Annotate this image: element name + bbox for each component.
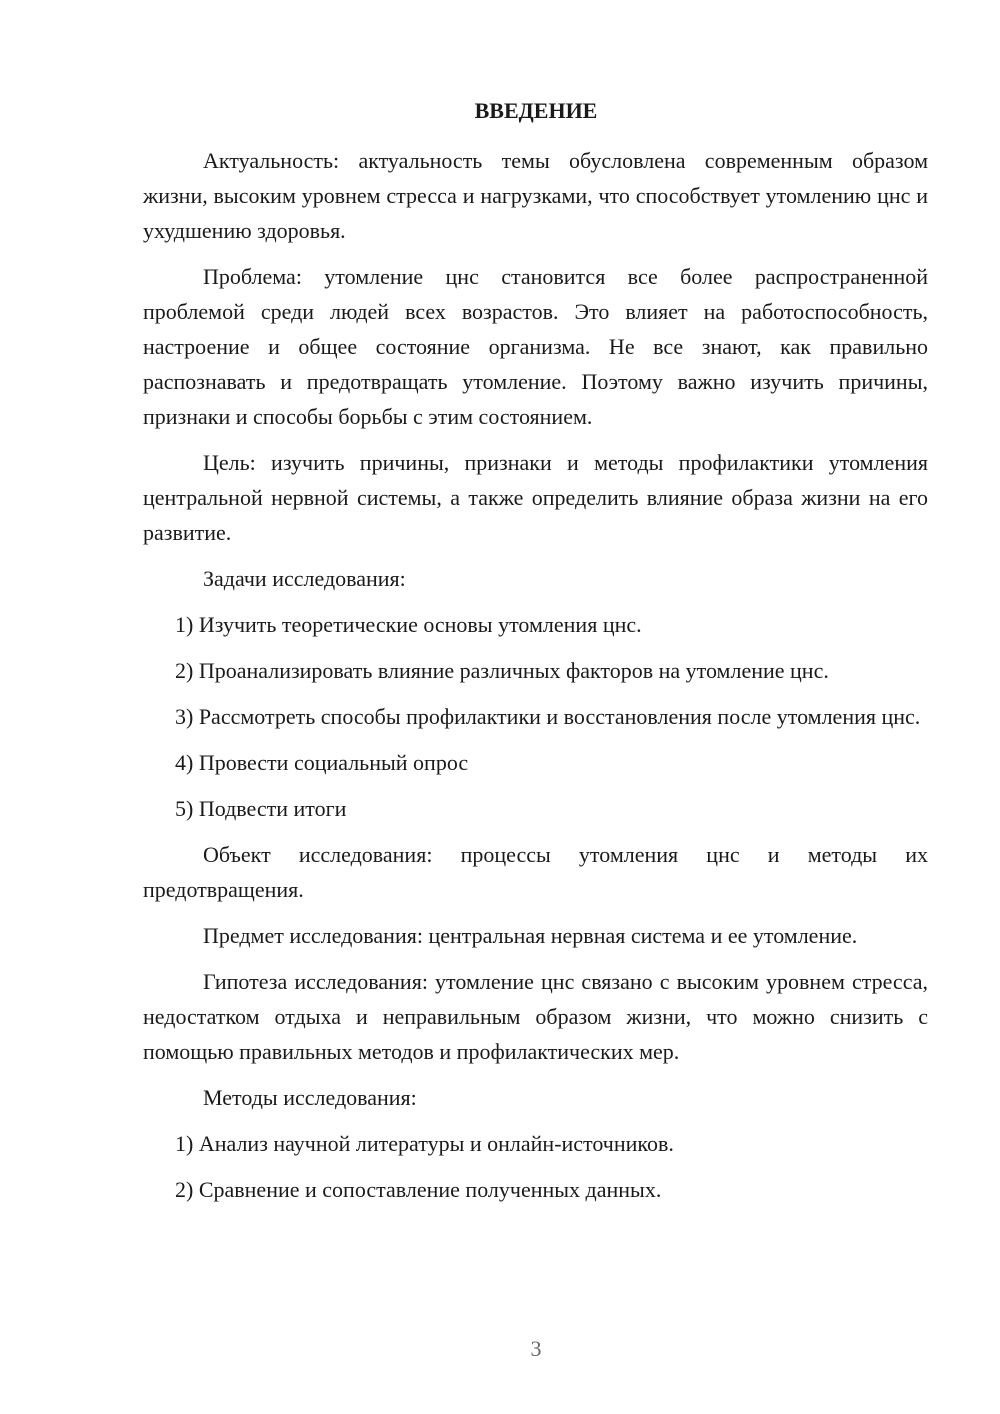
list-item-task-2: 2) Проанализировать влияние различных факторов на утомление цнс. bbox=[175, 658, 829, 683]
document-body bbox=[143, 143, 928, 1207]
page-number: 3 bbox=[530, 1336, 542, 1361]
list-item-method-2: 2) Сравнение и сопоставление полученных данных. bbox=[175, 1177, 662, 1202]
section-heading: ВВЕДЕНИЕ bbox=[474, 98, 598, 123]
paragraph-hypothesis: Гипотеза исследования: утомление цнс связано с высоким уровнем стресса, недостатком отдыха и неправильным образом жизни, что можно снизить с помощью правильных методов и профилактических мер. bbox=[143, 969, 928, 1064]
list-item-task-5: 5) Подвести итоги bbox=[175, 796, 347, 821]
paragraph-object: Объект исследования: процессы утомления цнс и методы их предотвращения. bbox=[143, 842, 928, 902]
list-item-task-1: 1) Изучить теоретические основы утомления цнс. bbox=[175, 612, 642, 637]
paragraph-subject: Предмет исследования: центральная нервная система и ее утомление. bbox=[203, 923, 858, 948]
paragraph-problem: Проблема: утомление цнс становится все более распространенной проблемой среди людей всех возрастов. Это влияет на работоспособность, настроение и общее состояние организма. Не все знают, как правильно распознавать и предотвращать утомление. Поэтому важно изучить причины, признаки и способы борьбы с этим состоянием. bbox=[143, 264, 928, 429]
paragraph-goal: Цель: изучить причины, признаки и методы профилактики утомления центральной нервной системы, а также определить влияние образа жизни на его развитие. bbox=[143, 450, 928, 545]
list-item-method-1: 1) Анализ научной литературы и онлайн-источников. bbox=[175, 1131, 674, 1156]
paragraph-relevance: Актуальность: актуальность темы обусловлена современным образом жизни, высоким уровнем стресса и нагрузками, что способствует утомлению цнс и ухудшению здоровья. bbox=[143, 148, 928, 243]
list-item-task-3: 3) Рассмотреть способы профилактики и восстановления после утомления цнс. bbox=[175, 704, 921, 729]
paragraph-methods-heading: Методы исследования: bbox=[203, 1085, 417, 1110]
paragraph-tasks-heading: Задачи исследования: bbox=[203, 566, 406, 591]
list-item-task-4: 4) Провести социальный опрос bbox=[175, 750, 469, 775]
